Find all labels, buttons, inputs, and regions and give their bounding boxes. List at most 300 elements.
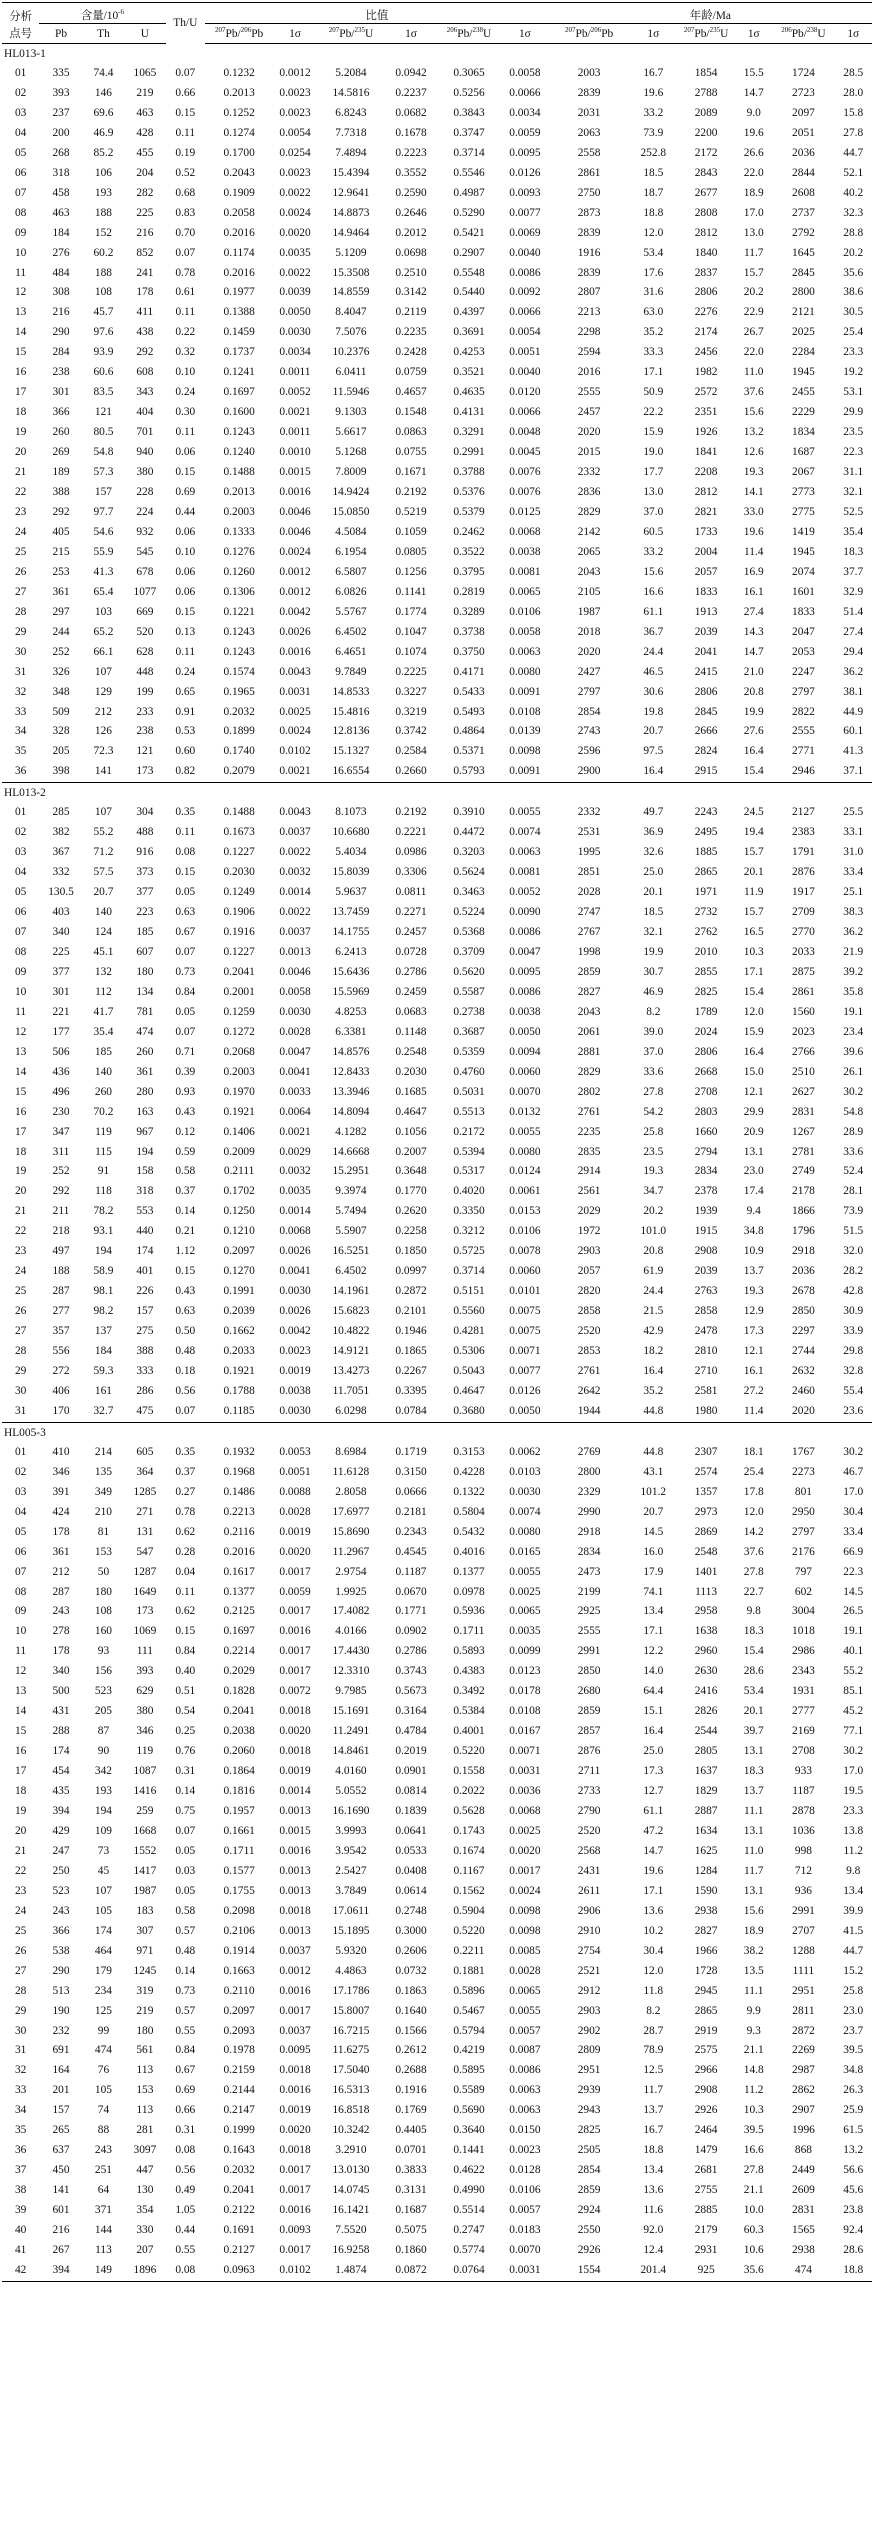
cell-r76: 0.2125: [223, 1605, 255, 1618]
cell-a68-sigma: 36.2: [843, 665, 864, 678]
cell-a76: 1944: [577, 1404, 601, 1417]
cell-r75-sigma: 0.2660: [395, 765, 427, 778]
cell-th: 112: [95, 985, 112, 998]
cell-r75: 5.9637: [335, 886, 367, 899]
cell-r75-sigma: 0.4657: [395, 386, 427, 399]
cell-a76: 2505: [577, 2144, 601, 2157]
cell-r75: 14.8576: [332, 1045, 370, 1058]
cell-r75-sigma: 0.2872: [395, 1285, 427, 1298]
cell-th: 119: [95, 1125, 112, 1138]
cell-r76-sigma: 0.0047: [279, 1045, 311, 1058]
cell-thu: 0.78: [175, 266, 196, 279]
cell-th: 185: [94, 1045, 112, 1058]
cell-r76-sigma: 0.0030: [279, 326, 311, 339]
cell-a75-sigma: 13.1: [743, 1745, 764, 1758]
cell-r76: 0.1711: [223, 1844, 255, 1857]
cell-spot: 04: [14, 126, 27, 139]
cell-pb: 211: [52, 1205, 70, 1218]
cell-r76-sigma: 0.0088: [279, 1485, 311, 1498]
cell-r68-sigma: 0.0132: [509, 1105, 541, 1118]
cell-r68-sigma: 0.0098: [509, 1924, 541, 1937]
cell-r68: 0.3463: [453, 886, 485, 899]
cell-r68: 0.3750: [453, 645, 485, 658]
cell-r75-sigma: 0.3000: [395, 1924, 427, 1937]
cell-r75: 13.3946: [332, 1085, 370, 1098]
cell-r76: 0.1577: [223, 1864, 255, 1877]
cell-a76: 2611: [577, 1884, 601, 1897]
cell-pb: 382: [52, 826, 70, 839]
cell-a76-sigma: 19.0: [643, 446, 664, 459]
cell-a75: 2973: [694, 1505, 718, 1518]
cell-r76: 0.1232: [223, 67, 255, 79]
cell-th: 371: [94, 2204, 112, 2217]
cell-r75: 14.9424: [332, 486, 370, 499]
cell-u: 163: [136, 1105, 154, 1118]
cell-thu: 0.10: [175, 545, 196, 558]
cell-a68-sigma: 29.8: [843, 1345, 864, 1358]
cell-u: 199: [136, 685, 154, 698]
cell-th: 85.2: [93, 146, 114, 159]
cell-a75-sigma: 12.6: [743, 446, 764, 459]
cell-r76-sigma: 0.0018: [279, 2064, 311, 2077]
cell-th: 69.6: [93, 106, 114, 119]
cell-r76-sigma: 0.0059: [279, 1585, 311, 1598]
cell-th: 180: [94, 1585, 112, 1598]
cell-u: 475: [136, 1404, 154, 1417]
cell-a75-sigma: 11.7: [743, 1864, 764, 1877]
cell-r68-sigma: 0.0058: [509, 67, 541, 79]
cell-pb: 267: [52, 2243, 70, 2256]
cell-r76: 0.2041: [223, 965, 255, 978]
cell-a75: 2478: [694, 1325, 718, 1338]
cell-pb: 435: [52, 1785, 70, 1798]
cell-a75: 2041: [694, 645, 718, 658]
cell-a68-sigma: 11.2: [843, 1844, 863, 1857]
cell-thu: 0.22: [175, 326, 196, 339]
cell-a68: 936: [794, 1884, 812, 1897]
cell-a68-sigma: 28.6: [843, 2243, 864, 2256]
cell-r76: 0.1259: [223, 1005, 255, 1018]
cell-a76: 2003: [577, 67, 601, 79]
cell-r68-sigma: 0.0075: [509, 1305, 541, 1318]
cell-a68: 2176: [792, 1545, 815, 1558]
cell-r68: 0.4228: [453, 1465, 485, 1478]
cell-r76-sigma: 0.0095: [279, 2044, 311, 2057]
cell-r76: 0.1274: [223, 126, 255, 139]
cell-r68-sigma: 0.0050: [509, 1025, 541, 1038]
cell-th: 76: [97, 2064, 110, 2077]
cell-r68: 0.0764: [437, 2261, 501, 2281]
cell-a68-sigma: 22.3: [843, 1565, 864, 1578]
cell-a76: 2943: [577, 2104, 601, 2117]
cell-a76-sigma: 19.6: [643, 1864, 664, 1877]
cell-r68-sigma: 0.0034: [509, 106, 541, 119]
cell-a76: 2829: [577, 1065, 601, 1078]
cell-thu: 0.40: [175, 1665, 196, 1678]
cell-r75-sigma: 0.0701: [395, 2144, 427, 2157]
cell-a76-sigma: 43.1: [643, 1465, 664, 1478]
cell-r75-sigma: 0.0732: [395, 1964, 427, 1977]
cell-a76-sigma: 17.3: [643, 1765, 664, 1778]
cell-thu: 0.57: [175, 2004, 196, 2017]
cell-a68-sigma: 29.4: [843, 645, 864, 658]
cell-thu: 0.11: [175, 306, 196, 319]
cell-r68: 0.5440: [453, 286, 485, 299]
cell-r68-sigma: 0.0074: [509, 1505, 541, 1518]
table-row: [2, 1083, 872, 1103]
cell-r76-sigma: 0.0020: [279, 1545, 311, 1558]
cell-pb: 556: [52, 1345, 70, 1358]
cell-r75: 8.6984: [335, 1445, 367, 1458]
cell-r76-sigma: 0.0017: [279, 1665, 311, 1678]
cell-r76: 0.2106: [223, 1924, 255, 1937]
cell-r75: 11.7051: [332, 1384, 370, 1397]
cell-r75-sigma: 0.0698: [395, 246, 427, 259]
cell-r75-sigma: 0.2428: [395, 346, 427, 359]
cell-r68-sigma: 0.0065: [509, 1984, 541, 1997]
cell-a68-sigma: 20.2: [843, 246, 864, 259]
cell-r68-sigma: 0.0061: [509, 1185, 541, 1198]
cell-thu: 0.21: [175, 1225, 196, 1238]
cell-a75: 2039: [694, 1265, 718, 1278]
cell-r68-sigma: 0.0057: [509, 2024, 541, 2037]
cell-th: 144: [94, 2224, 112, 2237]
cell-a76-sigma: 33.2: [643, 106, 664, 119]
cell-u: 281: [136, 2124, 154, 2137]
table-row: [2, 563, 872, 583]
cell-r75-sigma: 0.1047: [395, 625, 427, 638]
cell-r75-sigma: 0.5219: [395, 505, 427, 518]
cell-a68: 2907: [792, 2104, 815, 2117]
cell-a68: 2121: [792, 306, 815, 319]
cell-a75-sigma: 9.3: [746, 2024, 761, 2037]
cell-a68-sigma: 27.4: [843, 625, 864, 638]
cell-a76-sigma: 61.1: [643, 605, 664, 618]
table-row: [2, 84, 872, 104]
cell-a68-sigma: 19.1: [843, 1625, 864, 1638]
cell-a68: 1565: [792, 2224, 815, 2237]
cell-a76-sigma: 61.9: [643, 1265, 664, 1278]
cell-thu: 0.53: [175, 725, 196, 738]
cell-spot: 31: [14, 665, 27, 678]
cell-thu: 0.55: [175, 2024, 196, 2037]
cell-th: 65.4: [93, 585, 114, 598]
cell-u: 940: [136, 446, 154, 459]
table-row: [2, 1003, 872, 1023]
cell-r75: 7.5520: [335, 2224, 367, 2237]
cell-a68-sigma: 85.1: [843, 1685, 864, 1698]
cell-r68: 0.2747: [453, 2224, 485, 2237]
cell-thu: 0.84: [175, 1645, 196, 1658]
cell-pb: 189: [52, 466, 70, 479]
cell-r68-sigma: 0.0123: [509, 1665, 541, 1678]
cell-a75-sigma: 10.0: [743, 2204, 764, 2217]
cell-r76: 0.2214: [223, 1645, 255, 1658]
cell-a68: 2707: [792, 1924, 815, 1937]
cell-a68-sigma: 28.9: [843, 1125, 864, 1138]
cell-a75-sigma: 25.4: [743, 1465, 764, 1478]
cell-th: 71.2: [93, 846, 114, 859]
cell-a76-sigma: 15.1: [643, 1705, 664, 1718]
cell-r68: 0.3289: [453, 605, 485, 618]
cell-r75-sigma: 0.4405: [395, 2124, 427, 2137]
cell-r75: 5.4034: [335, 846, 367, 859]
cell-r68: 0.5220: [453, 1745, 485, 1758]
cell-pb: 157: [52, 2104, 70, 2117]
cell-th: 74: [97, 2104, 110, 2117]
cell-r68-sigma: 0.0035: [509, 1625, 541, 1638]
cell-r68-sigma: 0.0055: [509, 2004, 541, 2017]
cell-r76-sigma: 0.0038: [279, 1384, 311, 1397]
cell-u: 401: [136, 1265, 154, 1278]
cell-r68-sigma: 0.0059: [509, 126, 541, 139]
cell-a76: 2594: [577, 346, 601, 359]
table-row: [2, 1162, 872, 1182]
cell-r68-sigma: 0.0165: [509, 1545, 541, 1558]
table-row: [2, 823, 872, 843]
cell-spot: 01: [14, 67, 27, 79]
cell-r68-sigma: 0.0139: [509, 725, 541, 738]
cell-th: 45.7: [93, 306, 114, 319]
cell-a75: 1590: [694, 1884, 718, 1897]
cell-a76-sigma: 30.7: [643, 965, 664, 978]
cell-a76-sigma: 44.8: [643, 1445, 664, 1458]
cell-thu: 0.11: [175, 126, 196, 139]
cell-r75-sigma: 0.0728: [395, 945, 427, 958]
cell-a68: 1945: [792, 366, 815, 379]
cell-r76: 0.1864: [223, 1765, 255, 1778]
cell-a76-sigma: 12.0: [643, 226, 664, 239]
cell-pb: 377: [52, 965, 70, 978]
cell-a76-sigma: 101.0: [640, 1225, 667, 1238]
cell-a75: 2548: [694, 1545, 718, 1558]
cell-r76-sigma: 0.0021: [279, 406, 311, 419]
cell-th: 54.6: [93, 525, 114, 538]
cell-a75: 1966: [694, 1944, 718, 1957]
cell-a75-sigma: 13.2: [743, 426, 764, 439]
cell-a68-sigma: 15.8: [843, 106, 864, 119]
cell-a75-sigma: 12.0: [743, 1005, 764, 1018]
cell-th: 72.3: [93, 745, 114, 758]
cell-r75: 3.7849: [335, 1884, 367, 1897]
cell-r76-sigma: 0.0046: [279, 525, 311, 538]
cell-a76-sigma: 19.9: [643, 945, 664, 958]
cell-spot: 14: [14, 1065, 27, 1078]
cell-a75: 2805: [694, 1745, 718, 1758]
cell-r76-sigma: 0.0023: [279, 86, 311, 99]
cell-r75-sigma: 0.2223: [395, 146, 427, 159]
cell-a68-sigma: 33.6: [843, 1145, 864, 1158]
cell-thu: 0.25: [175, 1725, 196, 1738]
cell-th: 83.5: [93, 386, 114, 399]
cell-thu: 0.44: [175, 2224, 196, 2237]
cell-r68: 0.4635: [453, 386, 485, 399]
cell-r75: 15.3508: [332, 266, 370, 279]
cell-a75: 2812: [694, 226, 718, 239]
cell-r75-sigma: 0.1916: [395, 2084, 427, 2097]
cell-u: 607: [136, 945, 154, 958]
cell-th: 97.7: [93, 505, 114, 518]
table-row: [2, 2041, 872, 2061]
cell-a75: 2821: [694, 505, 718, 518]
cell-thu: 0.48: [175, 1944, 196, 1957]
cell-r75-sigma: 0.1187: [395, 1565, 427, 1578]
cell-r75-sigma: 0.1865: [395, 1345, 427, 1358]
cell-a75-sigma: 27.8: [743, 1565, 764, 1578]
table-row: [2, 843, 872, 863]
cell-spot: 01: [14, 806, 27, 819]
cell-thu: 0.83: [175, 206, 196, 219]
cell-pb: 130.5: [48, 886, 74, 899]
cell-spot: 20: [14, 1185, 27, 1198]
cell-a76: 2142: [577, 525, 601, 538]
cell-a76: 2802: [577, 1085, 601, 1098]
cell-r68: 0.5896: [453, 1984, 485, 1997]
cell-a68: 2744: [792, 1345, 815, 1358]
cell-r76-sigma: 0.0022: [279, 846, 311, 859]
cell-a75-sigma: 9.8: [746, 1605, 761, 1618]
cell-r68-sigma: 0.0098: [509, 1904, 541, 1917]
cell-thu: 0.06: [175, 446, 196, 459]
cell-thu: 0.04: [175, 1565, 196, 1578]
cell-r68-sigma: 0.0057: [509, 2204, 541, 2217]
cell-a76-sigma: 18.5: [643, 166, 664, 179]
cell-spot: 06: [14, 166, 27, 179]
cell-spot: 17: [14, 1125, 27, 1138]
cell-a68: 2608: [792, 186, 815, 199]
cell-r75: 16.9258: [332, 2243, 370, 2256]
cell-r75-sigma: 0.2225: [395, 665, 427, 678]
cell-u: 561: [136, 2044, 154, 2057]
cell-pb: 366: [52, 1924, 70, 1937]
cell-a76: 2555: [577, 386, 601, 399]
cell-r75: 12.9641: [332, 186, 370, 199]
cell-pb: 388: [52, 486, 70, 499]
cell-a75-sigma: 22.0: [743, 346, 764, 359]
cell-r75: 6.0826: [335, 585, 367, 598]
cell-th: 108: [94, 1605, 112, 1618]
cell-r76: 0.1697: [223, 1625, 255, 1638]
cell-spot: 17: [14, 386, 27, 399]
cell-r75: 5.5767: [335, 605, 367, 618]
cell-a75-sigma: 13.1: [743, 1884, 764, 1897]
cell-a68-sigma: 15.2: [843, 1964, 864, 1977]
cell-a68: 2074: [792, 565, 815, 578]
table-row: [2, 1802, 872, 1822]
cell-r76-sigma: 0.0013: [279, 945, 311, 958]
table-row: [2, 1862, 872, 1882]
cell-r75: 15.8007: [332, 2004, 370, 2017]
cell-thu: 0.70: [175, 226, 196, 239]
cell-r75-sigma: 0.2584: [395, 745, 427, 758]
cell-th: 109: [94, 1824, 112, 1837]
cell-th: 46.9: [93, 126, 114, 139]
cell-spot: 16: [14, 1105, 27, 1118]
cell-a76: 2900: [577, 765, 601, 778]
cell-r68-sigma: 0.0095: [509, 965, 541, 978]
cell-th: 179: [94, 1964, 112, 1977]
cell-a75: 1829: [694, 1785, 718, 1798]
cell-thu: 0.69: [175, 2084, 196, 2097]
table-row: [2, 443, 872, 463]
cell-r76-sigma: 0.0033: [279, 1085, 311, 1098]
cell-r75-sigma: 0.2258: [395, 1225, 427, 1238]
cell-a75: 2931: [694, 2243, 718, 2256]
cell-a76-sigma: 11.6: [643, 2204, 664, 2217]
table-row: [2, 643, 872, 663]
cell-a75-sigma: 15.7: [743, 906, 764, 919]
cell-r76-sigma: 0.0026: [279, 625, 311, 638]
cell-a76-sigma: 101.2: [640, 1485, 667, 1498]
cell-r68-sigma: 0.0108: [509, 705, 541, 718]
cell-a75: 2788: [694, 86, 718, 99]
cell-a76-sigma: 20.2: [643, 1205, 664, 1218]
cell-a75-sigma: 18.3: [743, 1765, 764, 1778]
cell-r76: 0.1697: [223, 386, 255, 399]
cell-pb: 238: [52, 366, 70, 379]
cell-r68: 0.3687: [453, 1025, 485, 1038]
cell-a76: 2873: [577, 206, 601, 219]
col-ratio-75: $^{207}$Pb/$^{235}$U: [317, 24, 385, 44]
table-row: [2, 2141, 872, 2161]
cell-r68-sigma: 0.0106: [509, 605, 541, 618]
cell-a75-sigma: 21.0: [743, 665, 764, 678]
cell-thu: 0.39: [175, 1065, 196, 1078]
cell-r76: 0.1909: [223, 186, 255, 199]
cell-r75: 6.4502: [335, 625, 367, 638]
cell-r75-sigma: 0.1685: [395, 1085, 427, 1098]
cell-r76-sigma: 0.0016: [279, 645, 311, 658]
cell-a76: 2839: [577, 86, 601, 99]
cell-th: 125: [94, 2004, 112, 2017]
cell-r75-sigma: 0.4545: [395, 1545, 427, 1558]
cell-r68-sigma: 0.0183: [509, 2224, 541, 2237]
cell-thu: 0.03: [175, 1864, 196, 1877]
cell-r68: 0.5560: [453, 1305, 485, 1318]
cell-r76: 0.1702: [223, 1185, 255, 1198]
cell-r76-sigma: 0.0041: [279, 1065, 311, 1078]
cell-th: 74.4: [93, 67, 114, 79]
cell-a68: 1834: [792, 426, 815, 439]
cell-spot: 06: [14, 906, 27, 919]
cell-pb: 268: [52, 146, 70, 159]
cell-thu: 0.31: [175, 1765, 196, 1778]
cell-r68-sigma: 0.0087: [509, 2044, 541, 2057]
cell-r75: 4.0160: [335, 1765, 367, 1778]
cell-a75: 2826: [694, 1705, 718, 1718]
cell-a68: 2609: [792, 2184, 815, 2197]
cell-a68-sigma: 44.7: [843, 146, 864, 159]
cell-r76: 0.1174: [223, 246, 255, 259]
cell-thu: 1.12: [175, 1245, 196, 1258]
cell-a68-sigma: 22.3: [843, 446, 864, 459]
cell-th: 58.9: [93, 1265, 114, 1278]
cell-th: 214: [94, 1445, 112, 1458]
cell-u: 111: [136, 1645, 154, 1658]
cell-a75: 2581: [694, 1384, 718, 1397]
cell-a68: 2878: [792, 1805, 815, 1818]
cell-a68: 2627: [792, 1085, 815, 1098]
cell-r76-sigma: 0.0023: [279, 166, 311, 179]
cell-r68-sigma: 0.0167: [509, 1725, 541, 1738]
cell-pb: 431: [52, 1705, 70, 1718]
cell-spot: 02: [14, 86, 27, 99]
cell-u: 173: [136, 1605, 154, 1618]
table-row: [2, 1063, 872, 1083]
cell-pb: 394: [52, 1805, 70, 1818]
cell-a68: 2862: [792, 2084, 815, 2097]
cell-r68-sigma: 0.0063: [509, 2084, 541, 2097]
